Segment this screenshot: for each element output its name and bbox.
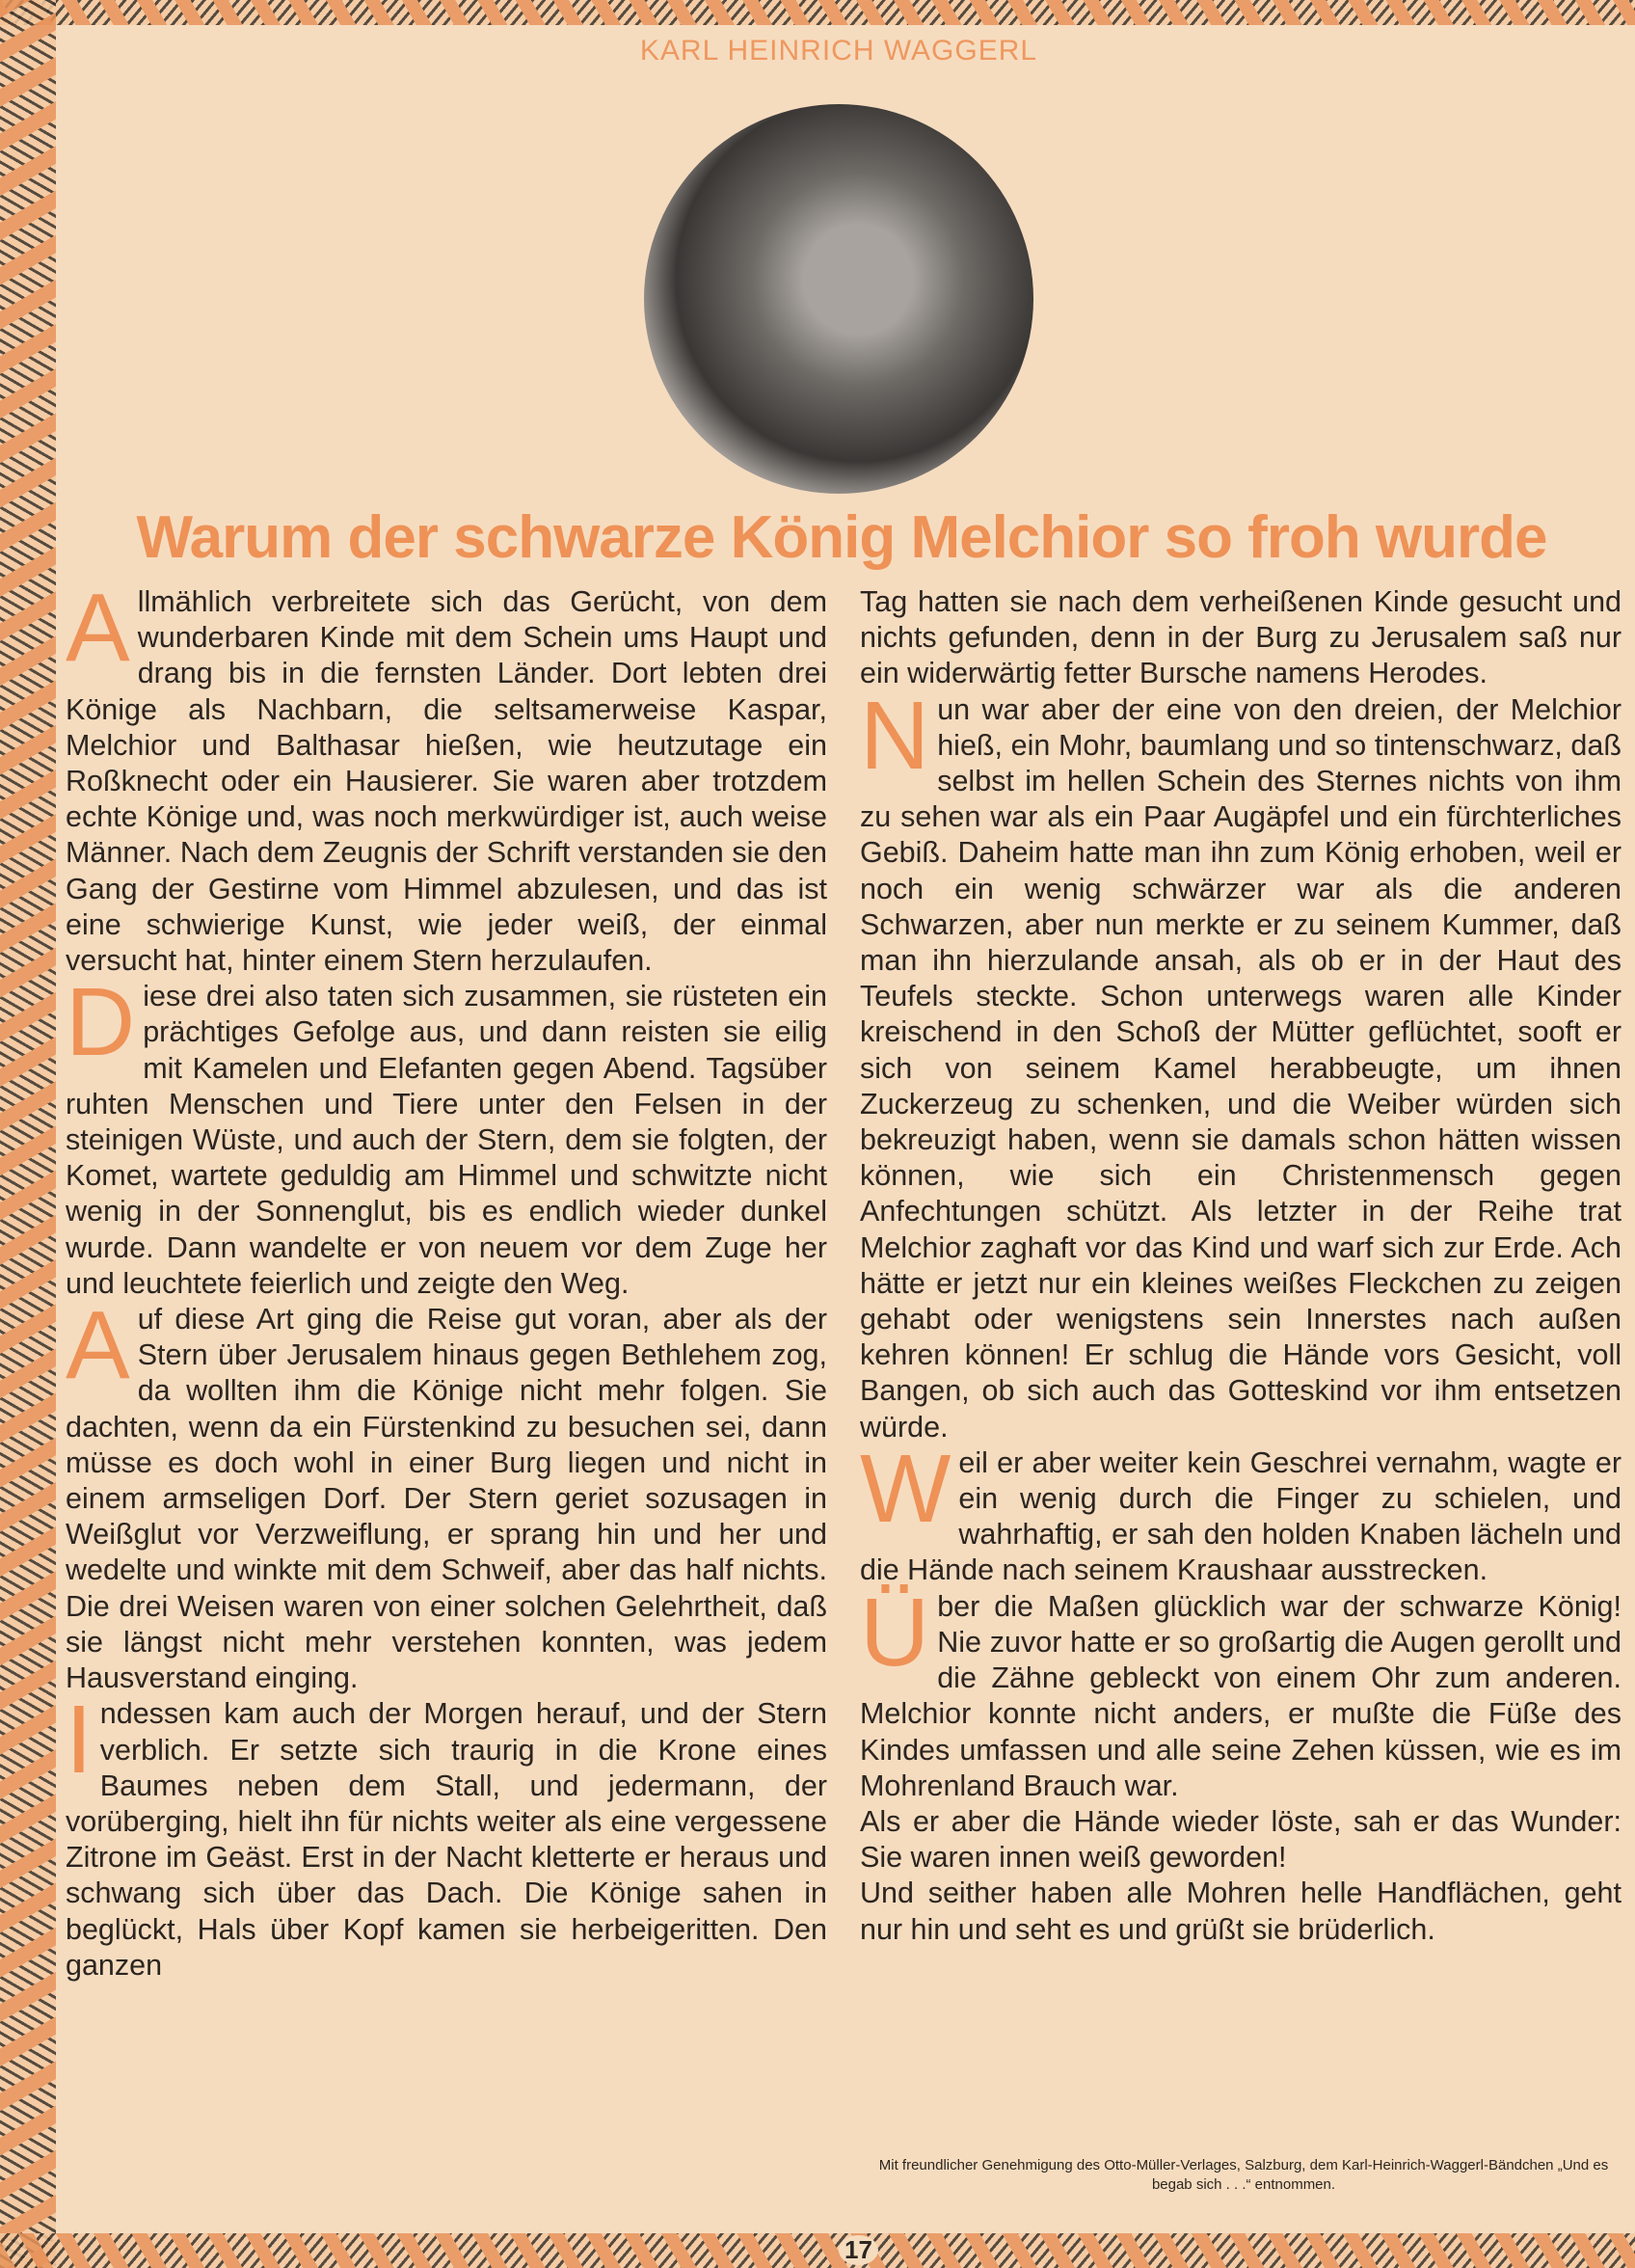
drop-cap: Ü	[860, 1578, 930, 1687]
drop-cap: D	[66, 968, 136, 1077]
left-column	[66, 574, 827, 1984]
paragraph-text: un war aber der eine von den dreien, der Melchior hieß, ein Mohr, baumlang und so tintenschwarz, daß selbst im hellen Schein des Sternes nichts von ihm zu sehen war als ein Paar Augäpfel und ein fürchterliches Gebiß. Daheim hatte man ihn zum König erhoben, weil er noch ein wenig schwärzer war als die anderen Schwarzen, aber nun merkte er zu seinem Kummer, daß man ihn hierzulande ansah, als ob er in der Haut des Teufels steckte. Schon unterwegs waren alle Kinder kreischend in den Schoß der Mütter geflüchtet, sooft er sich von seinem Kamel herabbeugte, um ihnen Zuckerzeug zu schenken, und die Weiber würden sich bekreuzigt haben, wenn sie damals schon hätten wissen können, wie sich ein Christenmensch gegen Anfechtungen schützt. Als letzter in der Reihe trat Melchior zaghaft vor das Kind und warf sich zur Erde. Ach hätte er jetzt nur ein kleines weißes Fleckchen zu zeigen gehabt oder wenigstens sein Innerstes nach außen kehren können! Er schlug die Hände vors Gesicht, voll Bangen, ob sich auch das Gotteskind vor ihm entsetzen würde.	[860, 692, 1622, 1444]
drop-cap: W	[860, 1434, 952, 1543]
pine-garland-border-bottom	[0, 2233, 1635, 2268]
paragraph	[860, 584, 1622, 692]
article-title: Warum der schwarze König Melchior so froh wurde	[136, 504, 1547, 571]
paragraph-text: llmählich verbreitete sich das Gerücht, von dem wunderbaren Kinde mit dem Schein ums Haupt und drang bis in die fernsten Länder. Dort lebten drei Könige als Nachbarn, die seltsamerweise Kaspar, Melchior und Balthasar hießen, wie heutzutage ein Roßknecht oder ein Hausierer. Sie waren aber trotzdem echte Könige und, was noch merkwürdiger ist, auch weise Männer. Nach dem Zeugnis der Schrift verstanden sie den Gang der Gestirne vom Himmel abzulesen, und das ist eine schwierige Kunst, wie jeder weiß, der einmal versucht hat, hinter einem Stern herzulaufen.	[66, 585, 827, 978]
author-portrait-photo	[644, 104, 1033, 494]
paragraph-text: ber die Maßen glücklich war der schwarze König! Nie zuvor hatte er so großartig die Augen gerollt und die Zähne gebleckt von einem Ohr zum anderen. Melchior konnte nicht anders, er mußte die Füße des Kindes umfassen und alle seine Zehen küssen, wie es im Mohrenland Brauch war.	[860, 1589, 1622, 1802]
drop-cap: N	[860, 681, 930, 790]
pine-garland-border-left	[0, 0, 56, 2268]
paragraph	[860, 1804, 1622, 1876]
paragraph	[66, 968, 827, 1302]
paragraph	[860, 1434, 1622, 1589]
drop-cap: I	[66, 1686, 93, 1795]
paragraph-text: uf diese Art ging die Reise gut voran, aber als der Stern über Jerusalem hinaus gegen Bethlehem zog, da wollten ihm die Könige nicht mehr folgen. Sie dachten, wenn da ein Fürstenkind zu besuchen sei, dann müsse es doch wohl in einer Burg liegen und nicht in einem armseligen Dorf. Der Stern geriet sozusagen in Weißglut vor Verzweiflung, er sprang hin und her und wedelte und winkte mit dem Schweif, aber das half nichts. Die drei Weisen waren von einer solchen Gelehrtheit, daß sie längst nicht mehr verstehen konnten, was jedem Hausverstand einging.	[66, 1303, 827, 1695]
paragraph-text: Und seither haben alle Mohren helle Handflächen, geht nur hin und seht es und grüßt sie brüderlich.	[860, 1876, 1622, 1946]
drop-cap: A	[66, 574, 130, 682]
paragraph-text: eil er aber weiter kein Geschrei vernahm, wagte er ein wenig durch die Finger zu schielen, und wahrhaftig, er sah den holden Knaben lächeln und die Hände nach seinem Kraushaar ausstrecken.	[860, 1445, 1622, 1587]
page-number: 17	[839, 2235, 878, 2265]
publisher-credit: Mit freundlicher Genehmigung des Otto-Müller-Verlages, Salzburg, dem Karl-Heinrich-Waggerl-Bändchen „Und es begab sich . . .“ entnommen.	[878, 2157, 1609, 2193]
paragraph-text: Als er aber die Hände wieder löste, sah er das Wunder: Sie waren innen weiß geworden!	[860, 1804, 1622, 1875]
paragraph-text: iese drei also taten sich zusammen, sie rüsteten ein prächtiges Gefolge aus, und dann reisten sie eilig mit Kamelen und Elefanten gegen Abend. Tagsüber ruhten Menschen und Tiere unter den Felsen in der steinigen Wüste, und auch der Stern, dem sie folgten, der Komet, wartete geduldig am Himmel und schwitzte nicht wenig in der Sonnenglut, bis es endlich wieder dunkel wurde. Dann wandelte er von neuem vor dem Zuge her und leuchtete feierlich und zeigte den Weg.	[66, 980, 827, 1300]
paragraph	[66, 1686, 827, 1984]
author-name: KARL HEINRICH WAGGERL	[639, 35, 1038, 67]
paragraph	[860, 1578, 1622, 1804]
right-column	[860, 584, 1622, 1948]
paragraph	[860, 1876, 1622, 1947]
paragraph-text: Tag hatten sie nach dem verheißenen Kinde gesucht und nichts gefunden, denn in der Burg zu Jerusalem saß nur ein widerwärtig fetter Bursche namens Herodes.	[860, 585, 1622, 690]
paragraph	[860, 681, 1622, 1445]
paragraph	[66, 1291, 827, 1696]
paragraph-text: ndessen kam auch der Morgen herauf, und der Stern verblich. Er setzte sich traurig in die Krone eines Baumes neben dem Stall, und jedermann, der vorüberging, hielt ihn für nichts weiter als eine vergessene Zitrone im Geäst. Erst in der Nacht kletterte er heraus und schwang sich über das Dach. Die Könige sahen in beglückt, Hals über Kopf kamen sie herbeigeritten. Den ganzen	[66, 1697, 827, 1982]
paragraph	[66, 574, 827, 979]
drop-cap: A	[66, 1291, 130, 1400]
pine-garland-border-top	[0, 0, 1635, 25]
